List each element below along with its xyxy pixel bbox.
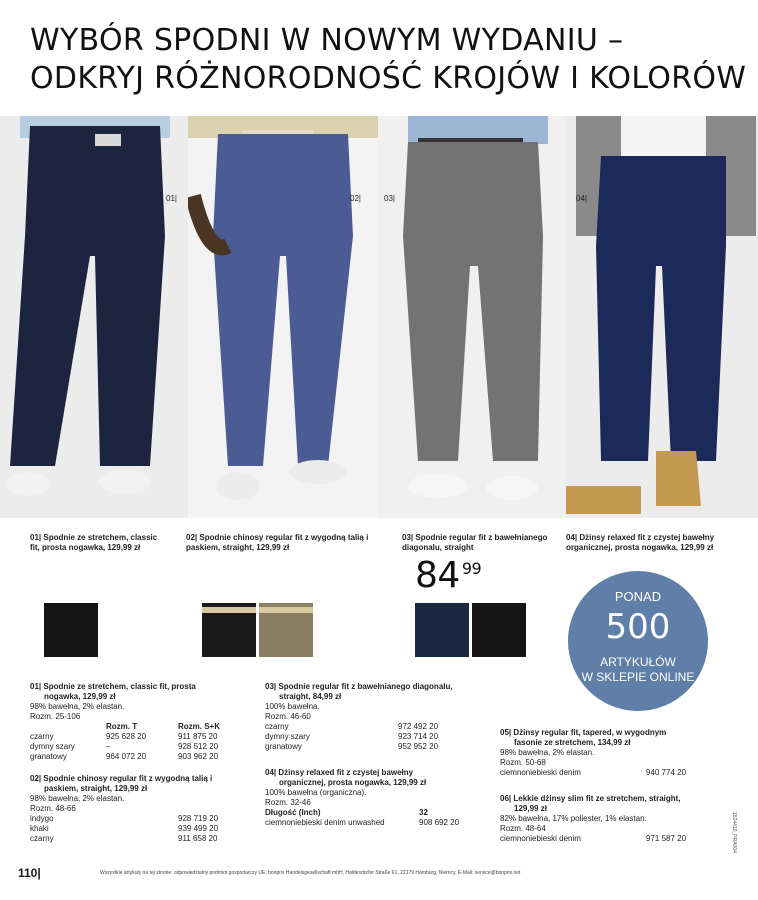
- product-material: 98% bawełna, 2% elastan.: [30, 794, 125, 803]
- table-row: granatowy 952 952 20: [265, 742, 439, 751]
- product-info-01: [30, 682, 250, 762]
- caption-number: 01|: [30, 533, 42, 542]
- product-info-06: [500, 794, 725, 844]
- caption-number: 03|: [402, 533, 414, 542]
- product-material: 100% bawełna.: [265, 702, 320, 711]
- table-row: dymny szary 923 714 20: [265, 732, 439, 741]
- product-sizes: Rozm. 48-66: [30, 804, 76, 813]
- color-swatch-02-black[interactable]: [202, 603, 256, 657]
- blue-chinos-illustration: [188, 116, 378, 518]
- caption-02: [186, 533, 381, 553]
- badge-line-3: ARTYKUŁÓW: [600, 655, 676, 669]
- product-info-05: [500, 728, 725, 778]
- product-info-03: [265, 682, 485, 752]
- product-photo-03[interactable]: [378, 116, 566, 518]
- table-row: czarny 972 492 20: [265, 722, 439, 731]
- product-title-cont: paskiem, straight, 129,99 zł: [44, 784, 148, 793]
- page-number: 110|: [18, 866, 41, 880]
- product-info-04: [265, 768, 490, 828]
- photo-number: 01|: [166, 194, 177, 203]
- dark-jeans-illustration: [566, 116, 758, 518]
- caption-text: Spodnie regular fit z bawełnianego diagonalu, straight: [402, 533, 548, 552]
- product-title-cont: organicznej, prosta nogawka, 129,99 zł: [279, 778, 427, 787]
- product-title: 05| Dżinsy regular fit, tapered, w wygodnym: [500, 728, 667, 737]
- table-row: czarny 925 628 20 911 875 20: [30, 732, 218, 741]
- table-row: granatowy 964 072 20 903 962 20: [30, 752, 219, 761]
- product-title-cont: straight, 84,99 zł: [279, 692, 342, 701]
- color-swatch-01[interactable]: [44, 603, 98, 657]
- caption-text: Spodnie chinosy regular fit z wygodną talią i paskiem, straight, 129,99 zł: [186, 533, 369, 552]
- product-title-cont: nogawka, 129,99 zł: [44, 692, 116, 701]
- product-photos: [0, 116, 758, 518]
- caption-number: 04|: [566, 533, 578, 542]
- online-articles-badge: [568, 571, 708, 711]
- product-photo-02[interactable]: [188, 116, 378, 518]
- table-row: dymny szary – 928 512 20: [30, 742, 219, 751]
- table-row: ciemnoniebieski denim 971 587 20: [500, 834, 687, 843]
- color-swatch-02-khaki[interactable]: [259, 603, 313, 657]
- page-headline: [30, 22, 750, 98]
- product-title: 02| Spodnie chinosy regular fit z wygodną talią i: [30, 774, 213, 783]
- product-material: 98% bawełna, 2% elastan.: [500, 748, 595, 757]
- product-title: 04| Dżinsy relaxed fit z czystej bawełny: [265, 768, 414, 777]
- price-main: 84: [415, 555, 460, 596]
- photo-number: 02|: [350, 194, 361, 203]
- size-header-sk: Rozm. S+K: [178, 722, 221, 731]
- headline-line-2: ODKRYJ RÓŻNORODNOŚĆ KROJÓW I KOLORÓW: [30, 61, 747, 96]
- photo-number: 03|: [384, 194, 395, 203]
- caption-04: [566, 533, 741, 553]
- caption-number: 02|: [186, 533, 198, 542]
- product-title-cont: fasonie ze stretchem, 134,99 zł: [514, 738, 631, 747]
- product-sizes: Rozm. 32-46: [265, 798, 311, 807]
- price-cents: 99: [461, 559, 482, 578]
- table-row: indygo 928 719 20: [30, 814, 219, 823]
- product-material: 98% bawełna, 2% elastan.: [30, 702, 125, 711]
- caption-text: Spodnie ze stretchem, classic fit, prosta nogawka, 129,99 zł: [30, 533, 158, 552]
- photo-number: 04|: [576, 194, 587, 203]
- length-value: 32: [419, 808, 428, 817]
- price-tag-03: [415, 555, 481, 596]
- color-swatch-03-navy[interactable]: [415, 603, 469, 657]
- caption-03: [402, 533, 552, 553]
- caption-01: [30, 533, 160, 553]
- table-row: czarny 911 658 20: [30, 834, 218, 843]
- badge-line-4: W SKLEPIE ONLINE: [581, 670, 695, 684]
- length-header: Długość (Inch): [265, 808, 321, 817]
- product-title: 06| Lekkie dżinsy slim fit ze stretchem, straight,: [500, 794, 681, 803]
- product-sizes: Rozm. 25-106: [30, 712, 81, 721]
- product-info-02: [30, 774, 255, 844]
- navy-pants-illustration: [0, 116, 188, 518]
- table-row: khaki 939 499 20: [30, 824, 219, 833]
- caption-text: Dżinsy relaxed fit z czystej bawełny organicznej, prosta nogawka, 129,99 zł: [566, 533, 715, 552]
- catalog-code: 1524410_PRA004: [731, 812, 737, 853]
- size-header-t: Rozm. T: [106, 722, 138, 731]
- product-sizes: Rozm. 48-64: [500, 824, 546, 833]
- product-material: 100% bawełna (organiczna).: [265, 788, 367, 797]
- product-title: 03| Spodnie regular fit z bawełnianego diagonalu,: [265, 682, 453, 691]
- grey-pants-illustration: [378, 116, 566, 518]
- badge-line-2: 500: [605, 607, 671, 647]
- table-row: ciemnoniebieski denim unwashed 908 692 20: [265, 818, 460, 827]
- headline-line-1: WYBÓR SPODNI W NOWYM WYDANIU –: [30, 23, 624, 58]
- product-photo-01[interactable]: [0, 116, 188, 518]
- product-title-cont: 129,99 zł: [514, 804, 547, 813]
- legal-note: Wszystkie artykuły na tej stronie: odpowiedzialny podmiot gospodarczy UE: bonprix Handelsgesellschaft mbH, Haldesdorfer Straße 61, 22179 Hamburg, Niemcy, E-Mail: service@bonprix.net: [100, 870, 521, 876]
- badge-line-1: PONAD: [614, 589, 662, 604]
- product-photo-04[interactable]: [566, 116, 758, 518]
- product-title: 01| Spodnie ze stretchem, classic fit, prosta: [30, 682, 196, 691]
- product-sizes: Rozm. 46-60: [265, 712, 311, 721]
- product-sizes: Rozm. 50-68: [500, 758, 546, 767]
- color-swatch-03-black[interactable]: [472, 603, 526, 657]
- product-material: 82% bawełna, 17% poliester, 1% elastan.: [500, 814, 647, 823]
- table-row: ciemnoniebieski denim 940 774 20: [500, 768, 687, 777]
